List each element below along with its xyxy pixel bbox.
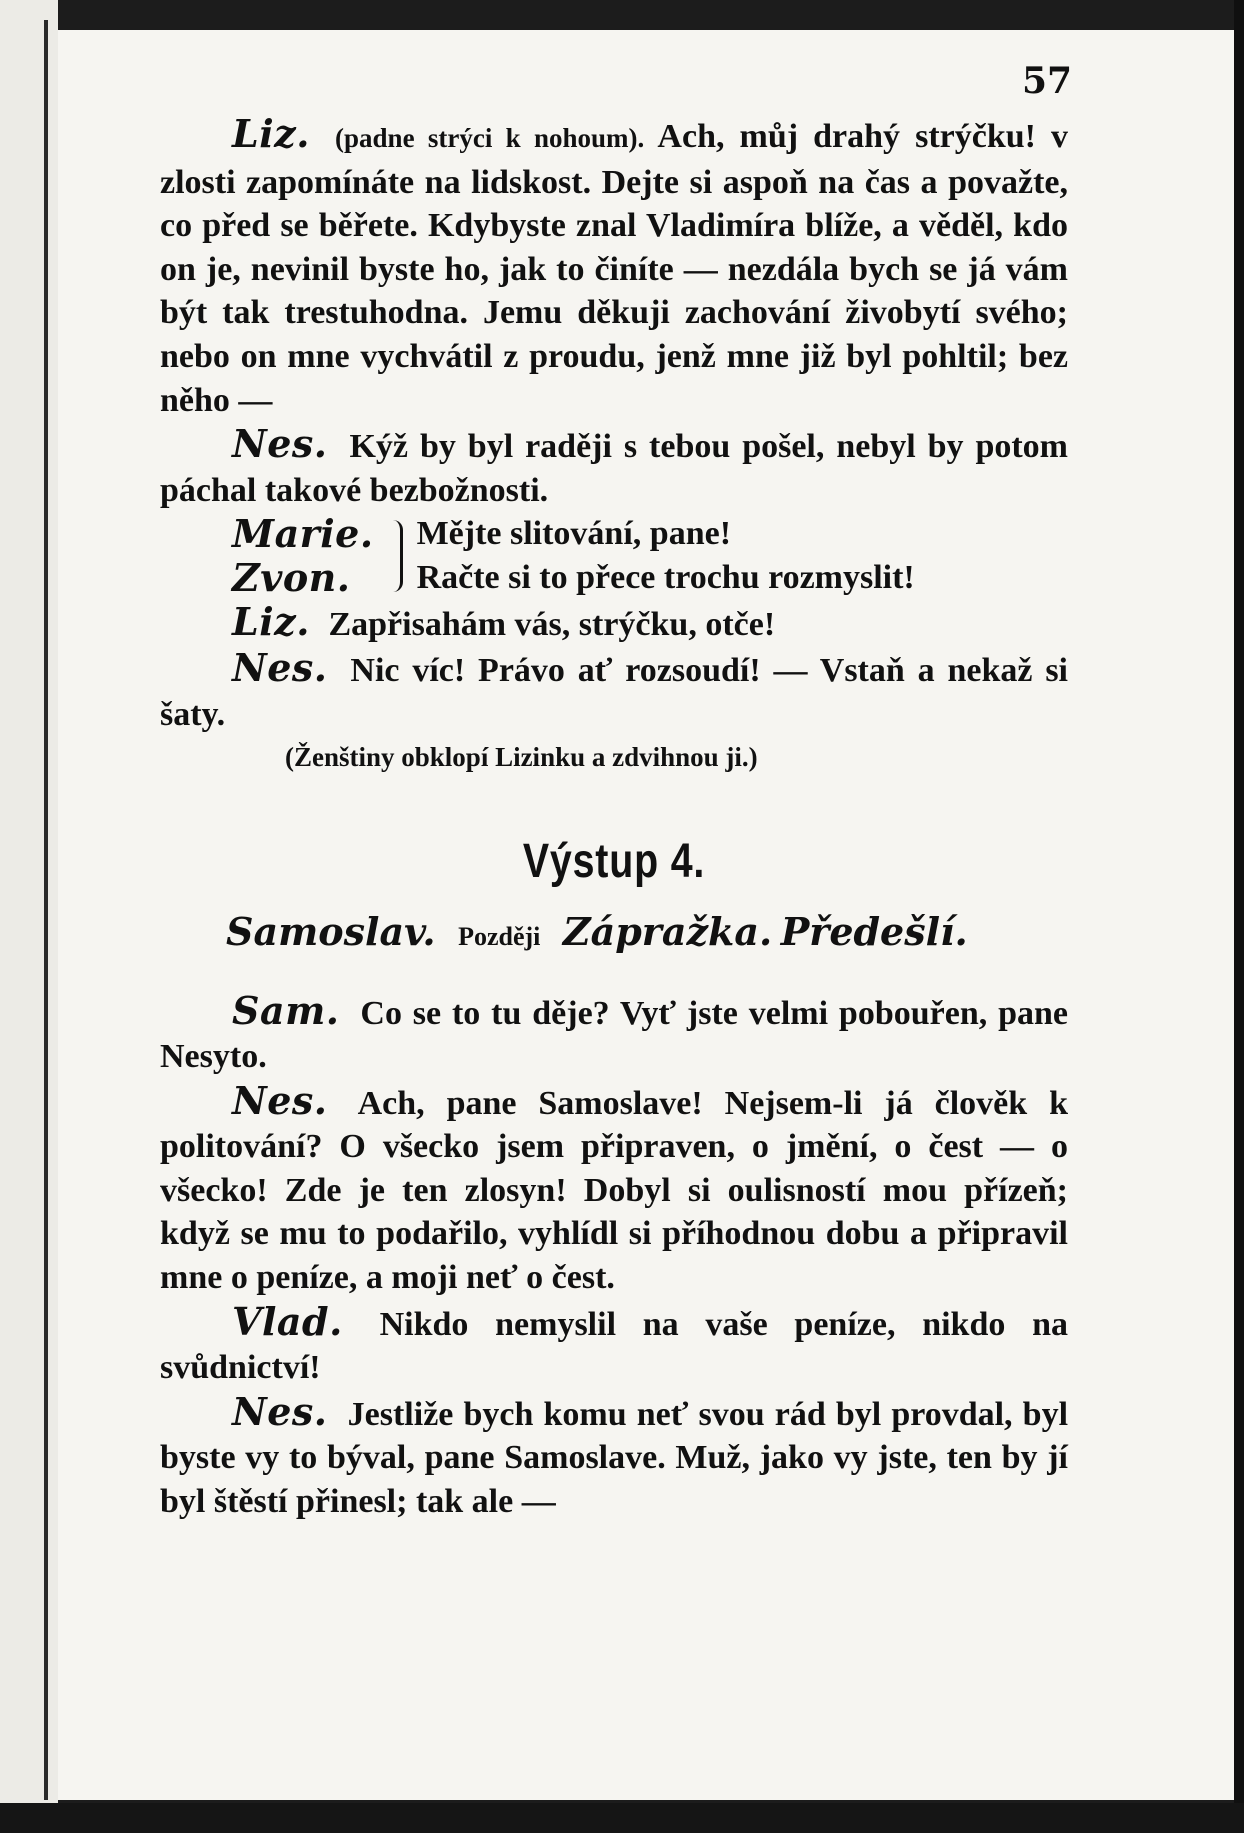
dialogue-text: Zapřisahám vás, strýčku, otče! bbox=[328, 605, 776, 643]
dialogue-text: Nic víc! Právo ať rozsoudí! — Vstaň a nekaž si šaty. bbox=[160, 652, 1069, 733]
page-number: 57 bbox=[1022, 60, 1073, 102]
dialogue-text: Jestliže bych komu neť svou rád byl provdal, byl byste vy to býval, pane Samoslave. Muž, jako vy jste, ten by jí byl štěstí přinesl; tak ale — bbox=[160, 1395, 1069, 1521]
speaker-name: Nes. bbox=[232, 421, 328, 467]
cast-note: Později bbox=[458, 921, 541, 951]
dialogue-text: Mějte slitování, pane! bbox=[416, 515, 732, 553]
dialogue-paragraph bbox=[160, 646, 1068, 736]
speaker-name: Zvon. bbox=[232, 554, 351, 600]
dual-speaker-block bbox=[232, 512, 1068, 599]
speaker-name: Liz. bbox=[232, 598, 310, 644]
dialogue-text: Kýž by byl raději s tebou pošel, nebyl by potom páchal takové bezbožnosti. bbox=[160, 428, 1068, 509]
dual-speaker-names bbox=[232, 512, 384, 599]
cast-name: Předešlí. bbox=[780, 908, 968, 954]
speaker-name: Nes. bbox=[232, 645, 328, 691]
scan-bottom-edge bbox=[0, 1803, 1244, 1833]
stage-direction-inline: (padne strýci k nohoum). bbox=[335, 123, 645, 153]
stage-direction: (Ženštiny obklopí Lizinku a zdvihnou ji.) bbox=[285, 742, 758, 773]
dialogue-paragraph bbox=[160, 600, 1068, 647]
scene-heading: Výstup 4. bbox=[522, 834, 706, 888]
dialogue-paragraph bbox=[160, 422, 1068, 512]
book-binding bbox=[0, 0, 58, 1833]
dialogue-text: Co se to tu děje? Vyť jste velmi pobouřen, pane Nesyto. bbox=[160, 994, 1069, 1076]
dialogue-text: Račte si to přece trochu rozmyslit! bbox=[416, 558, 915, 596]
speaker-name: Vlad. bbox=[232, 1298, 343, 1344]
cast-name: Samoslav. bbox=[226, 908, 436, 954]
speaker-name: Nes. bbox=[232, 1388, 328, 1434]
cast-list bbox=[160, 902, 1068, 967]
scan-right-edge bbox=[1234, 0, 1244, 1833]
speaker-name: Marie. bbox=[232, 511, 374, 557]
dialogue-text: Ach, pane Samoslave! Nejsem-li já člověk k politování? O všecko jsem připraven, o jmění, o čest — o všecko! Zde je ten zlosyn! Dobyl si oulisností mou přízeň; když se mu to podařilo, vyhlídl si příhodnou dobu a připravil mne o peníze, a moji neť o čest. bbox=[160, 1084, 1068, 1297]
binding-edge-line bbox=[44, 20, 48, 1800]
dialogue-text: Nikdo nemyslil na vaše peníze, nikdo na svůdnictví! bbox=[160, 1305, 1069, 1387]
dialogue-paragraph bbox=[160, 989, 1068, 1079]
speaker-name: Sam. bbox=[232, 987, 340, 1033]
dialogue-paragraph bbox=[160, 1079, 1068, 1300]
dialogue-paragraph bbox=[160, 112, 1068, 422]
dialogue-paragraph bbox=[160, 1390, 1068, 1524]
dialogue-text: Ach, můj drahý strýčku! v zlosti zapomínáte na lidskost. Dejte si aspoň na čas a považte, co před se běřete. Kdybyste znal Vladimíra blíže, a věděl, kdo on je, nevinil byste ho, jak to činíte — nezdála bych se já vám být tak trestuhodna. Jemu děkuji zachování živobytí svého; nebo on mne vychvátil z proudu, jenž mne již byl pohltil; bez něho — bbox=[160, 118, 1069, 419]
speaker-name: Liz. bbox=[232, 111, 310, 156]
speaker-name: Nes. bbox=[232, 1077, 328, 1123]
dual-speaker-lines bbox=[417, 512, 915, 599]
curly-brace bbox=[390, 520, 403, 591]
page-text bbox=[160, 112, 1068, 1524]
cast-name: Zápražka. bbox=[562, 908, 773, 954]
dialogue-paragraph bbox=[160, 1300, 1068, 1390]
